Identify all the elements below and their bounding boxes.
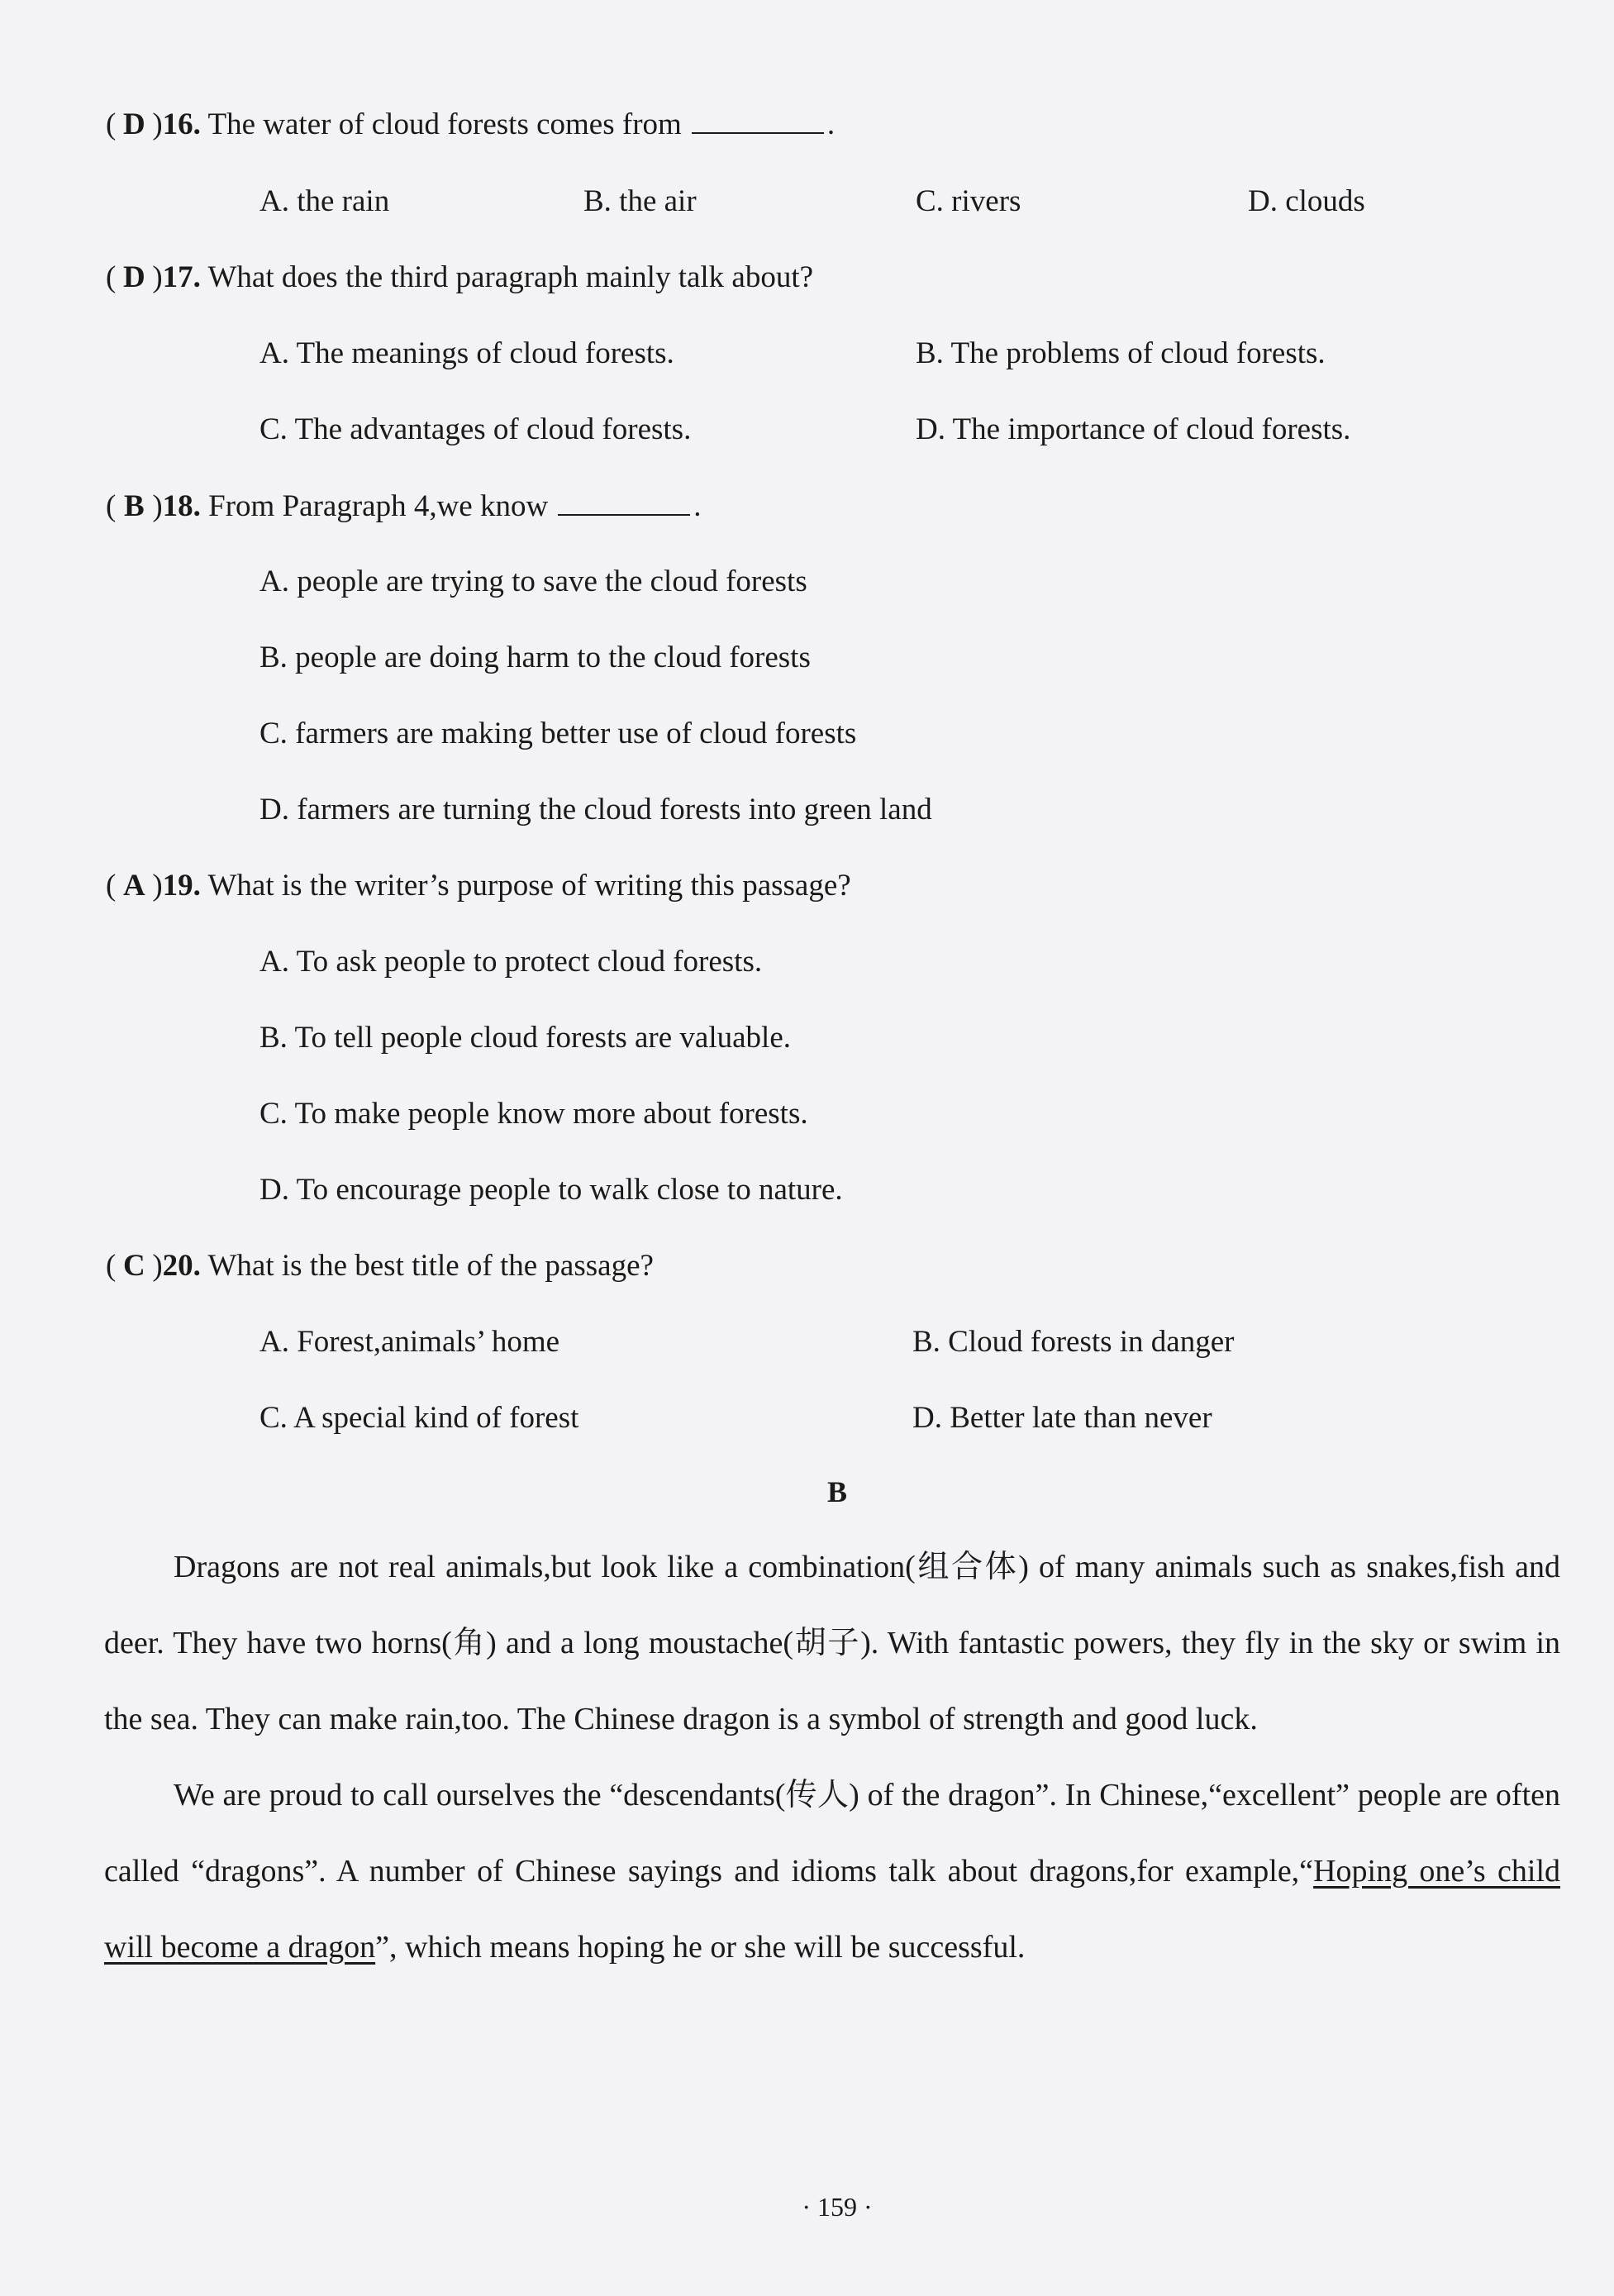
answer-18: B [123,489,145,523]
option-c: C. A special kind of forest [259,1401,579,1435]
answer-20: C [122,1249,145,1283]
option-d: D. Better late than never [912,1401,1212,1435]
paragraph-1: Dragons are not real animals,but look like a combination(组合体) of many animals such as snakes,fish and deer. They have two horns(角) and a long moustache(胡子). With fantastic powers, they fly in the sky or swim in the sea. They can make rain,too. The Chinese dragon is a symbol of strength and good luck. [104,1550,1560,1736]
answer-19: A [122,869,145,903]
stem-end: . [693,489,702,523]
paragraph-2-end: ”, which means hoping he or she will be successful. [375,1930,1026,1965]
question-17: ( D )17. What does the third paragraph mainly talk about? [106,258,813,298]
question-number: 16. [162,107,201,141]
answer-blank [692,104,824,134]
answer-16: D [122,107,145,141]
question-number: 19. [162,869,201,903]
option-c: C. To make people know more about forests. [259,1097,808,1131]
option-c: C. farmers are making better use of cloud forests [259,717,857,750]
option-d: D. The importance of cloud forests. [916,412,1351,446]
paragraph-2 [104,1757,1560,1985]
option-a: A. the rain [259,184,390,218]
question-stem: The water of cloud forests comes from [207,107,682,141]
option-c: C. The advantages of cloud forests. [259,412,692,446]
option-d: D. clouds [1248,184,1365,218]
question-20: ( C )20. What is the best title of the passage? [106,1246,654,1286]
option-c: C. rivers [916,184,1021,218]
question-stem: What is the best title of the passage? [207,1249,654,1283]
option-d: D. To encourage people to walk close to nature. [259,1173,843,1207]
question-stem: From Paragraph 4,we know [208,489,549,523]
option-a: A. The meanings of cloud forests. [259,336,674,370]
question-stem: What does the third paragraph mainly talk about? [207,260,814,294]
option-b: B. the air [583,184,697,218]
option-b: B. To tell people cloud forests are valuable. [259,1021,792,1055]
section-heading: B [826,1475,847,1508]
answer-blank [558,486,690,516]
answer-17: D [122,260,145,294]
question-number: 18. [162,489,201,523]
option-b: B. The problems of cloud forests. [916,336,1326,370]
option-b: B. people are doing harm to the cloud forests [259,641,811,674]
option-a: A. To ask people to protect cloud forests. [259,945,763,979]
option-d: D. farmers are turning the cloud forests into green land [259,793,932,826]
stem-end: . [826,107,836,141]
option-b: B. Cloud forests in danger [912,1325,1235,1359]
paragraph-2-text: We are proud to call ourselves the “descendants(传人) of the dragon”. In Chinese,“excellent” people are often called “dragons”. A number of Chinese sayings and idioms talk about dragons,for example,“ [104,1778,1560,1889]
question-stem: What is the writer’s purpose of writing this passage? [207,869,851,903]
option-a: A. people are trying to save the cloud forests [259,564,807,598]
passage-b [104,1529,1560,1985]
question-18: ( B )18. From Paragraph 4,we know . [106,486,701,526]
page-number: · 159 · [802,2192,873,2222]
question-number: 17. [162,260,201,294]
question-19: ( A )19. What is the writer’s purpose of writing this passage? [106,866,851,906]
option-a: A. Forest,animals’ home [259,1325,560,1359]
underlined-saying: Hoping one’s child will become a dragon [104,1854,1560,1965]
question-number: 20. [162,1249,201,1283]
question-16: ( D )16. The water of cloud forests comes from . [106,104,835,145]
